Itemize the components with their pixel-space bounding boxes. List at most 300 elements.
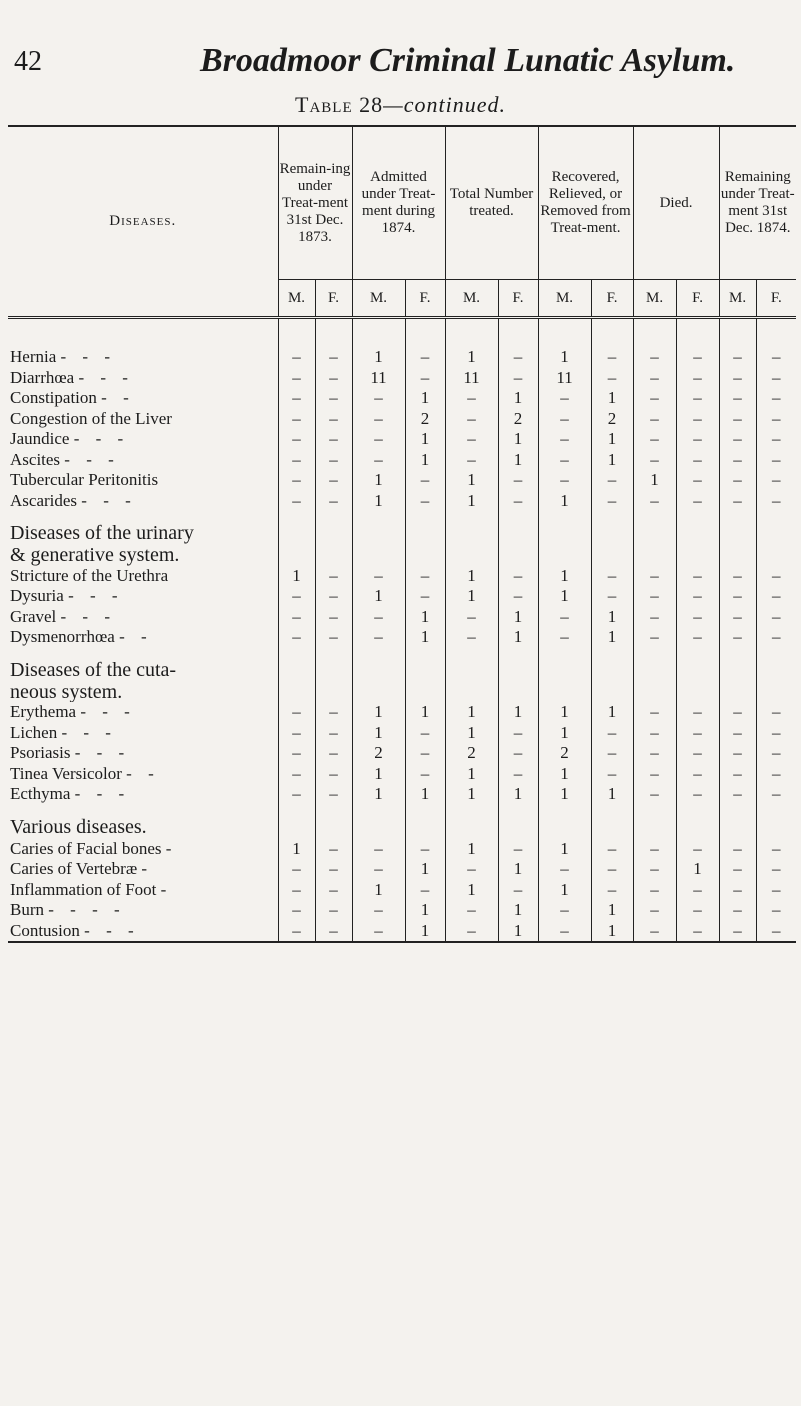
empty-cell	[445, 805, 498, 839]
disease-column-header: Diseases.	[8, 126, 278, 318]
empty-cell	[719, 648, 756, 682]
value-cell: –	[756, 566, 796, 587]
value-cell: 2	[591, 409, 633, 430]
value-cell: –	[352, 388, 405, 409]
value-cell: –	[315, 429, 352, 450]
value-cell: –	[278, 607, 315, 628]
empty-cell	[445, 648, 498, 682]
disease-name-cell	[8, 723, 278, 744]
value-cell: –	[352, 450, 405, 471]
spacer-cell	[278, 318, 315, 348]
value-cell: –	[633, 921, 676, 943]
empty-cell	[676, 545, 719, 566]
disease-name-cell	[8, 839, 278, 860]
value-cell: 1	[405, 859, 445, 880]
value-cell: –	[756, 586, 796, 607]
value-cell: 1	[591, 450, 633, 471]
leader-dots: - - -	[84, 920, 140, 940]
table-row	[8, 388, 796, 409]
disease-name: Dysuria	[10, 586, 64, 606]
value-cell: –	[719, 409, 756, 430]
empty-cell	[591, 648, 633, 682]
col-admitted-1874-header: Admitted under Treat-ment during 1874.	[352, 126, 445, 280]
value-cell: 1	[352, 586, 405, 607]
value-cell: –	[538, 859, 591, 880]
empty-cell	[405, 648, 445, 682]
value-cell: –	[445, 450, 498, 471]
disease-name-cell	[8, 429, 278, 450]
value-cell: –	[278, 388, 315, 409]
value-cell: –	[719, 743, 756, 764]
value-cell: –	[315, 347, 352, 368]
value-cell: –	[676, 743, 719, 764]
diseases-table-container	[8, 125, 796, 943]
disease-name: Lichen	[10, 722, 58, 742]
value-cell: –	[278, 491, 315, 512]
value-cell: –	[445, 627, 498, 648]
value-cell: –	[756, 784, 796, 805]
spacer-cell	[591, 318, 633, 348]
value-cell: –	[278, 586, 315, 607]
sub-header-f: F.	[498, 280, 538, 318]
sub-header-f: F.	[315, 280, 352, 318]
value-cell: 1	[445, 784, 498, 805]
value-cell: –	[633, 859, 676, 880]
disease-name: Caries of Facial bones	[10, 838, 162, 858]
sub-header-m: M.	[538, 280, 591, 318]
leader-dots: -	[141, 859, 154, 879]
value-cell: 2	[538, 743, 591, 764]
spacer-cell	[719, 318, 756, 348]
value-cell: –	[498, 839, 538, 860]
value-cell: –	[633, 347, 676, 368]
value-cell: 1	[405, 450, 445, 471]
value-cell: –	[315, 859, 352, 880]
value-cell: 1	[405, 429, 445, 450]
value-cell: 1	[676, 859, 719, 880]
value-cell: 1	[498, 921, 538, 943]
value-cell: –	[676, 764, 719, 785]
value-cell: –	[315, 784, 352, 805]
value-cell: –	[352, 607, 405, 628]
value-cell: –	[498, 566, 538, 587]
table-row	[8, 586, 796, 607]
leader-dots: - - -	[74, 784, 131, 804]
empty-cell	[405, 511, 445, 545]
value-cell: –	[676, 627, 719, 648]
sub-header-m: M.	[278, 280, 315, 318]
value-cell: –	[719, 784, 756, 805]
value-cell: –	[676, 921, 719, 943]
empty-cell	[445, 682, 498, 703]
empty-cell	[405, 805, 445, 839]
value-cell: –	[756, 347, 796, 368]
value-cell: 11	[445, 368, 498, 389]
value-cell: –	[278, 470, 315, 491]
value-cell: –	[633, 839, 676, 860]
value-cell: –	[315, 839, 352, 860]
value-cell: –	[591, 491, 633, 512]
value-cell: –	[719, 859, 756, 880]
value-cell: –	[591, 586, 633, 607]
value-cell: –	[633, 566, 676, 587]
value-cell: –	[278, 784, 315, 805]
empty-cell	[591, 805, 633, 839]
empty-cell	[498, 545, 538, 566]
disease-name: Inflammation of Foot	[10, 879, 157, 899]
value-cell: –	[676, 388, 719, 409]
value-cell: 1	[498, 859, 538, 880]
value-cell: –	[676, 723, 719, 744]
disease-name: Ecthyma	[10, 784, 71, 804]
spacer-cell	[756, 318, 796, 348]
leader-dots: - -	[126, 763, 160, 783]
spacer-cell	[498, 318, 538, 348]
empty-cell	[756, 545, 796, 566]
value-cell: –	[719, 607, 756, 628]
empty-cell	[676, 805, 719, 839]
empty-cell	[719, 682, 756, 703]
disease-name-cell	[8, 409, 278, 430]
value-cell: –	[538, 607, 591, 628]
disease-name-cell	[8, 627, 278, 648]
empty-cell	[538, 511, 591, 545]
value-cell: 1	[498, 784, 538, 805]
disease-name-cell	[8, 900, 278, 921]
value-cell: –	[633, 723, 676, 744]
leader-dots: - - -	[60, 347, 116, 367]
leader-dots: - - -	[80, 702, 136, 722]
table-row	[8, 702, 796, 723]
value-cell: 1	[405, 607, 445, 628]
disease-name-cell	[8, 764, 278, 785]
value-cell: 1	[538, 764, 591, 785]
value-cell: –	[498, 347, 538, 368]
table-row	[8, 368, 796, 389]
value-cell: –	[756, 491, 796, 512]
empty-cell	[278, 682, 315, 703]
disease-name: Ascites	[10, 449, 61, 469]
value-cell: 1	[445, 347, 498, 368]
value-cell: –	[498, 723, 538, 744]
disease-name-cell	[8, 784, 278, 805]
disease-name: Diarrhœa	[10, 367, 75, 387]
value-cell: 1	[538, 586, 591, 607]
disease-name-cell	[8, 586, 278, 607]
value-cell: –	[719, 586, 756, 607]
disease-name-cell	[8, 470, 278, 491]
table-row	[8, 859, 796, 880]
empty-cell	[676, 648, 719, 682]
value-cell: –	[315, 368, 352, 389]
disease-name: Congestion of the Liver	[10, 408, 172, 428]
empty-cell	[498, 648, 538, 682]
value-cell: –	[633, 607, 676, 628]
empty-cell	[278, 648, 315, 682]
value-cell: –	[278, 347, 315, 368]
value-cell: –	[633, 586, 676, 607]
value-cell: –	[498, 491, 538, 512]
value-cell: 1	[538, 839, 591, 860]
value-cell: –	[676, 566, 719, 587]
empty-cell	[498, 511, 538, 545]
disease-name-cell	[8, 743, 278, 764]
value-cell: –	[676, 586, 719, 607]
value-cell: –	[591, 880, 633, 901]
value-cell: –	[756, 839, 796, 860]
value-cell: –	[315, 921, 352, 943]
value-cell: –	[719, 470, 756, 491]
value-cell: –	[278, 900, 315, 921]
value-cell: –	[405, 723, 445, 744]
disease-name: Dysmenorrhœa	[10, 627, 115, 647]
empty-cell	[756, 648, 796, 682]
spacer-row	[8, 318, 796, 348]
value-cell: 1	[352, 702, 405, 723]
disease-name-cell	[8, 702, 278, 723]
leader-dots: -	[165, 838, 178, 858]
empty-cell	[538, 648, 591, 682]
table-body	[8, 318, 796, 943]
value-cell: –	[633, 880, 676, 901]
empty-cell	[498, 805, 538, 839]
value-cell: –	[315, 450, 352, 471]
value-cell: –	[278, 450, 315, 471]
value-cell: –	[538, 429, 591, 450]
value-cell: –	[633, 784, 676, 805]
table-title	[0, 92, 801, 118]
value-cell: –	[278, 921, 315, 943]
empty-cell	[633, 682, 676, 703]
leader-dots: - -	[119, 627, 153, 647]
header-group-row	[8, 126, 796, 280]
value-cell: 1	[445, 839, 498, 860]
value-cell: 1	[538, 702, 591, 723]
value-cell: –	[315, 627, 352, 648]
value-cell: –	[756, 900, 796, 921]
section-heading: Various diseases.	[10, 815, 147, 838]
value-cell: –	[405, 491, 445, 512]
value-cell: –	[591, 723, 633, 744]
value-cell: 1	[538, 491, 591, 512]
empty-cell	[278, 511, 315, 545]
section-heading-row	[8, 511, 796, 545]
value-cell: –	[756, 429, 796, 450]
value-cell: 1	[278, 839, 315, 860]
value-cell: 1	[352, 784, 405, 805]
value-cell: –	[498, 368, 538, 389]
value-cell: 1	[498, 900, 538, 921]
value-cell: –	[278, 702, 315, 723]
value-cell: –	[676, 607, 719, 628]
value-cell: –	[719, 429, 756, 450]
empty-cell	[498, 682, 538, 703]
disease-name: Contusion	[10, 920, 80, 940]
table-row	[8, 409, 796, 430]
value-cell: –	[719, 388, 756, 409]
value-cell: –	[498, 470, 538, 491]
empty-cell	[756, 805, 796, 839]
disease-name-cell	[8, 566, 278, 587]
value-cell: –	[315, 409, 352, 430]
value-cell: –	[676, 470, 719, 491]
col-died-header: Died.	[633, 126, 719, 280]
value-cell: –	[352, 566, 405, 587]
spacer-cell	[315, 318, 352, 348]
leader-dots: - - -	[64, 449, 120, 469]
table-row	[8, 429, 796, 450]
value-cell: –	[315, 900, 352, 921]
value-cell: –	[315, 491, 352, 512]
value-cell: –	[676, 839, 719, 860]
value-cell: 1	[498, 702, 538, 723]
spacer-cell	[538, 318, 591, 348]
value-cell: 1	[591, 921, 633, 943]
table-row	[8, 347, 796, 368]
leader-dots: - - - -	[48, 900, 126, 920]
section-heading-row	[8, 682, 796, 703]
value-cell: 11	[538, 368, 591, 389]
empty-cell	[633, 648, 676, 682]
value-cell: 1	[538, 723, 591, 744]
empty-cell	[315, 545, 352, 566]
empty-cell	[315, 805, 352, 839]
value-cell: –	[315, 470, 352, 491]
value-cell: –	[676, 409, 719, 430]
value-cell: 1	[352, 764, 405, 785]
value-cell: –	[591, 743, 633, 764]
value-cell: –	[756, 627, 796, 648]
value-cell: –	[633, 900, 676, 921]
disease-name: Gravel	[10, 606, 57, 626]
spacer-cell	[8, 318, 278, 348]
value-cell: 1	[445, 566, 498, 587]
empty-cell	[405, 545, 445, 566]
value-cell: 1	[352, 347, 405, 368]
value-cell: 1	[591, 607, 633, 628]
empty-cell	[633, 511, 676, 545]
value-cell: –	[756, 723, 796, 744]
value-cell: 1	[591, 702, 633, 723]
value-cell: 2	[445, 743, 498, 764]
value-cell: 1	[445, 586, 498, 607]
empty-cell	[756, 511, 796, 545]
value-cell: –	[315, 723, 352, 744]
value-cell: –	[719, 880, 756, 901]
value-cell: –	[633, 368, 676, 389]
table-row	[8, 764, 796, 785]
spacer-cell	[633, 318, 676, 348]
sub-header-f: F.	[756, 280, 796, 318]
value-cell: 2	[498, 409, 538, 430]
empty-cell	[676, 682, 719, 703]
value-cell: 1	[405, 627, 445, 648]
col-recovered-header: Recovered, Relieved, or Removed from Treat-ment.	[538, 126, 633, 280]
value-cell: –	[445, 607, 498, 628]
value-cell: –	[538, 388, 591, 409]
value-cell: –	[445, 409, 498, 430]
table-row	[8, 743, 796, 764]
sub-header-f: F.	[405, 280, 445, 318]
value-cell: –	[278, 880, 315, 901]
value-cell: –	[538, 627, 591, 648]
table-row	[8, 627, 796, 648]
value-cell: –	[315, 702, 352, 723]
empty-cell	[633, 805, 676, 839]
value-cell: –	[756, 764, 796, 785]
value-cell: –	[315, 566, 352, 587]
section-heading: neous system.	[10, 681, 123, 702]
value-cell: 1	[405, 900, 445, 921]
disease-name-cell	[8, 921, 278, 943]
table-row	[8, 470, 796, 491]
value-cell: –	[633, 409, 676, 430]
empty-cell	[719, 545, 756, 566]
disease-name-cell	[8, 450, 278, 471]
section-heading: Diseases of the cuta-	[10, 658, 177, 681]
empty-cell	[352, 805, 405, 839]
disease-name: Stricture of the Urethra	[10, 565, 169, 585]
table-row	[8, 784, 796, 805]
value-cell: –	[719, 921, 756, 943]
empty-cell	[719, 805, 756, 839]
value-cell: –	[719, 702, 756, 723]
leader-dots: - - -	[73, 429, 130, 449]
value-cell: –	[315, 764, 352, 785]
empty-cell	[352, 648, 405, 682]
value-cell: –	[278, 627, 315, 648]
disease-name: Tubercular Peritonitis	[10, 470, 159, 490]
value-cell: –	[538, 450, 591, 471]
value-cell: –	[445, 388, 498, 409]
value-cell: –	[278, 409, 315, 430]
value-cell: –	[591, 347, 633, 368]
value-cell: 1	[405, 388, 445, 409]
value-cell: –	[633, 450, 676, 471]
value-cell: –	[538, 921, 591, 943]
empty-cell	[405, 682, 445, 703]
running-title: Broadmoor Criminal Lunatic Asylum.	[200, 42, 736, 79]
sub-header-f: F.	[676, 280, 719, 318]
empty-cell	[315, 682, 352, 703]
table-row	[8, 450, 796, 471]
value-cell: –	[315, 388, 352, 409]
sub-header-m: M.	[633, 280, 676, 318]
value-cell: 1	[405, 921, 445, 943]
leader-dots: - - -	[81, 490, 137, 510]
value-cell: –	[676, 880, 719, 901]
value-cell: –	[719, 900, 756, 921]
leader-dots: -	[160, 879, 173, 899]
value-cell: –	[756, 743, 796, 764]
value-cell: 1	[591, 388, 633, 409]
value-cell: –	[278, 859, 315, 880]
leader-dots: - - -	[60, 606, 116, 626]
empty-cell	[352, 511, 405, 545]
value-cell: –	[405, 764, 445, 785]
section-heading-row	[8, 648, 796, 682]
value-cell: –	[405, 586, 445, 607]
table-row	[8, 839, 796, 860]
value-cell: 1	[352, 470, 405, 491]
value-cell: –	[719, 764, 756, 785]
disease-name: Burn	[10, 900, 44, 920]
section-heading-row	[8, 805, 796, 839]
value-cell: –	[315, 607, 352, 628]
empty-cell	[315, 511, 352, 545]
value-cell: –	[498, 764, 538, 785]
disease-name: Ascarides	[10, 490, 78, 510]
